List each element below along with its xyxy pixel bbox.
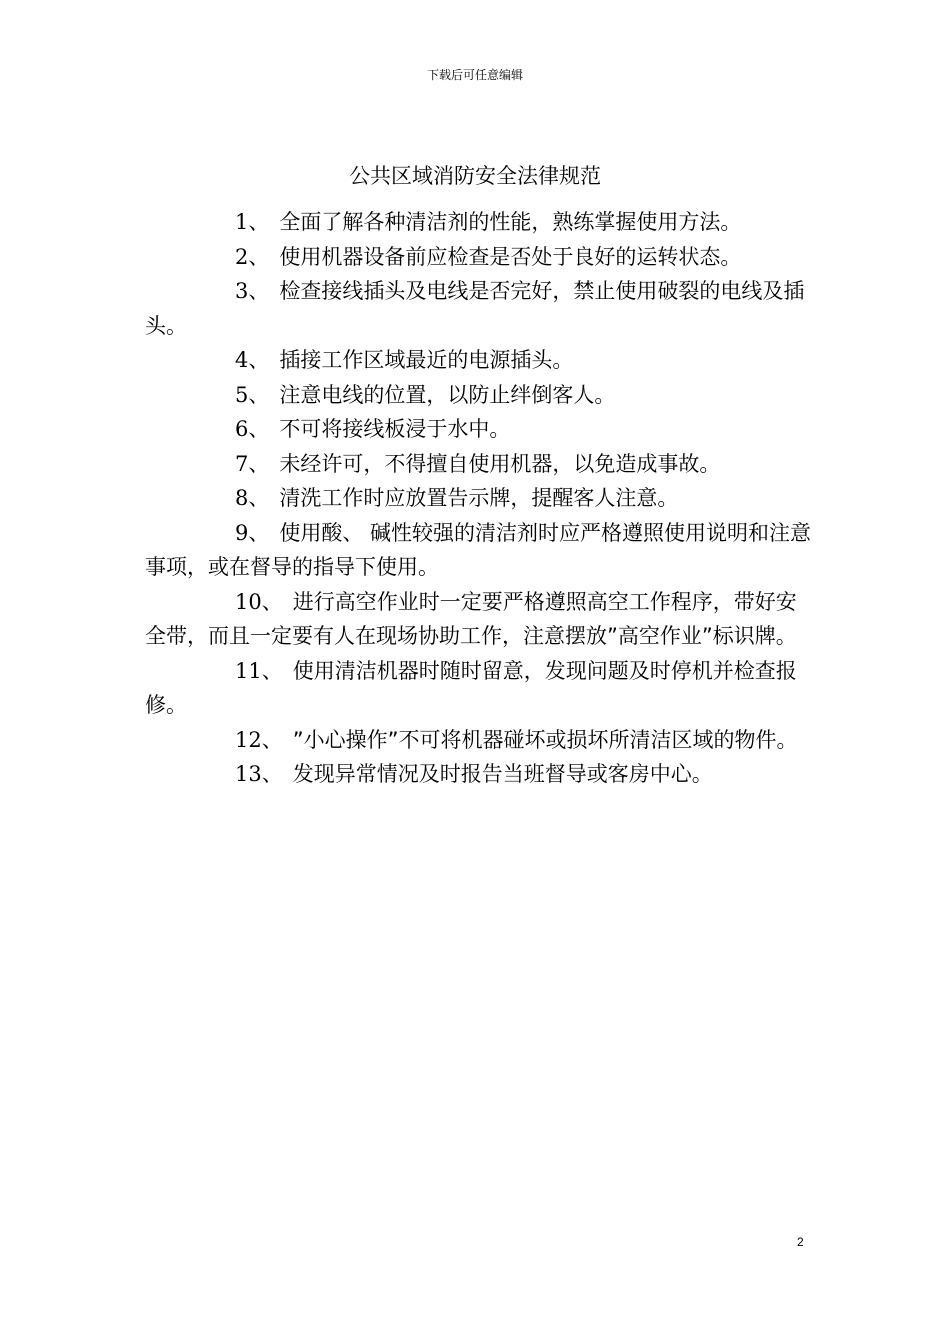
- item-number: 2、: [235, 244, 270, 269]
- list-item: [145, 378, 817, 413]
- item-text: 插接工作区域最近的电源插头。: [279, 348, 574, 372]
- list-item: [145, 757, 817, 792]
- list-item: [145, 274, 817, 343]
- item-number: 7、: [235, 451, 270, 476]
- item-text: 未经许可，不得擅自使用机器，以免造成事故。: [279, 451, 721, 476]
- item-number: 1、: [235, 210, 270, 234]
- item-text: 全面了解各种清洁剂的性能，熟练掌握使用方法。: [279, 210, 742, 234]
- list-item: [145, 516, 817, 585]
- document-title: 公共区域消防安全法律规范: [349, 164, 601, 188]
- item-text: 检查接线插头及电线是否完好，禁止使用破裂的电线及插头。: [145, 279, 805, 338]
- item-text: 使用酸、 碱性较强的清洁剂时应严格遵照使用说明和注意事项，或在督导的指导下使用。: [145, 520, 812, 579]
- list-item: [145, 481, 817, 516]
- item-number: 11、: [235, 658, 283, 683]
- item-number: 9、: [235, 520, 270, 545]
- page-number: 2: [797, 1235, 804, 1249]
- list-item: [145, 585, 817, 654]
- page-header: 下载后可任意编辑: [426, 68, 523, 82]
- list-item: [145, 654, 817, 723]
- item-text: 使用机器设备前应检查是否处于良好的运转状态。: [279, 244, 742, 269]
- item-number: 6、: [235, 417, 270, 441]
- rules-list: [145, 205, 817, 792]
- list-item: [145, 447, 817, 482]
- item-number: 12、: [235, 727, 283, 752]
- item-text: 进行高空作业时一定要严格遵照高空工作程序，带好安全带，而且一定要有人在现场协助工作，注意摆放”高空作业”标识牌。: [145, 589, 797, 648]
- list-item: [145, 205, 817, 240]
- item-text: 不可将接线板浸于水中。: [279, 417, 511, 441]
- list-item: [145, 343, 817, 378]
- list-item: [145, 412, 817, 447]
- list-item: [145, 723, 817, 758]
- item-number: 10、: [235, 589, 283, 614]
- item-text: 清洗工作时应放置告示牌，提醒客人注意。: [279, 486, 679, 510]
- item-number: 5、: [235, 382, 270, 407]
- item-number: 3、: [235, 279, 270, 303]
- item-text: 使用清洁机器时随时留意，发现问题及时停机并检查报修。: [145, 658, 797, 717]
- item-text: 注意电线的位置，以防止绊倒客人。: [279, 382, 616, 407]
- item-text: 发现异常情况及时报告当班督导或客房中心。: [292, 762, 713, 786]
- item-text: ”小心操作”不可将机器碰坏或损坏所清洁区域的物件。: [292, 727, 798, 752]
- list-item: [145, 240, 817, 275]
- item-number: 13、: [235, 762, 283, 786]
- item-number: 4、: [235, 348, 270, 372]
- item-number: 8、: [235, 486, 270, 510]
